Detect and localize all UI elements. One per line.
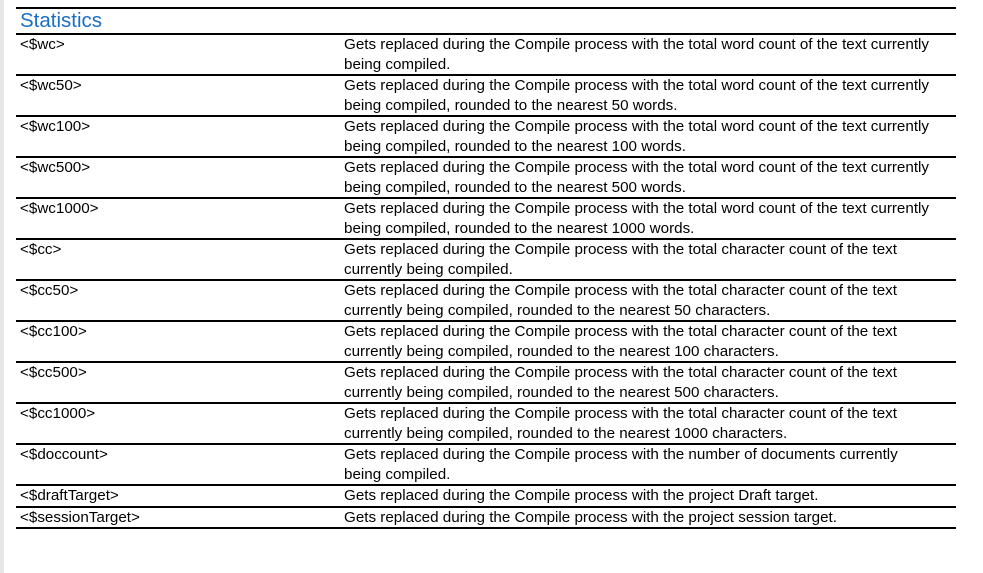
table-row [16,239,956,280]
tag-cell: <$doccount> [16,444,340,485]
tag-cell: <$wc100> [16,116,340,157]
page-left-edge [0,0,4,573]
tag-cell: <$wc1000> [16,198,340,239]
table-row [16,444,956,485]
tag-cell: <$cc50> [16,280,340,321]
table-row [16,485,956,507]
description-cell: Gets replaced during the Compile process with the total character count of the text currently being compiled, rounded to the nearest 50 characters. [340,280,956,321]
description-cell: Gets replaced during the Compile process with the total word count of the text currently being compiled, rounded to the nearest 100 words. [340,116,956,157]
description-cell: Gets replaced during the Compile process with the project session target. [340,507,956,529]
description-cell: Gets replaced during the Compile process with the total character count of the text currently being compiled, rounded to the nearest 500 characters. [340,362,956,403]
table-row [16,116,956,157]
statistics-table [16,7,956,529]
table-row [16,198,956,239]
table-row [16,403,956,444]
tag-cell: <$sessionTarget> [16,507,340,529]
table-row [16,34,956,75]
table-row [16,157,956,198]
tag-cell: <$cc> [16,239,340,280]
tag-cell: <$wc50> [16,75,340,116]
tag-cell: <$draftTarget> [16,485,340,507]
description-cell: Gets replaced during the Compile process with the project Draft target. [340,485,956,507]
table-row [16,75,956,116]
table-row [16,507,956,529]
description-cell: Gets replaced during the Compile process with the total character count of the text currently being compiled, rounded to the nearest 100 characters. [340,321,956,362]
table-row [16,321,956,362]
description-cell: Gets replaced during the Compile process with the total word count of the text currently being compiled. [340,34,956,75]
description-cell: Gets replaced during the Compile process with the total word count of the text currently being compiled, rounded to the nearest 50 words. [340,75,956,116]
tag-cell: <$cc100> [16,321,340,362]
description-cell: Gets replaced during the Compile process with the total character count of the text currently being compiled. [340,239,956,280]
description-cell: Gets replaced during the Compile process with the total character count of the text currently being compiled, rounded to the nearest 1000 characters. [340,403,956,444]
tag-cell: <$wc500> [16,157,340,198]
tag-cell: <$cc1000> [16,403,340,444]
section-title: Statistics [16,8,956,34]
description-cell: Gets replaced during the Compile process with the total word count of the text currently being compiled, rounded to the nearest 500 words. [340,157,956,198]
table-row [16,362,956,403]
table-row [16,280,956,321]
section-title-row [16,8,956,34]
description-cell: Gets replaced during the Compile process with the number of documents currently being compiled. [340,444,956,485]
tag-cell: <$wc> [16,34,340,75]
description-cell: Gets replaced during the Compile process with the total word count of the text currently being compiled, rounded to the nearest 1000 words. [340,198,956,239]
tag-cell: <$cc500> [16,362,340,403]
